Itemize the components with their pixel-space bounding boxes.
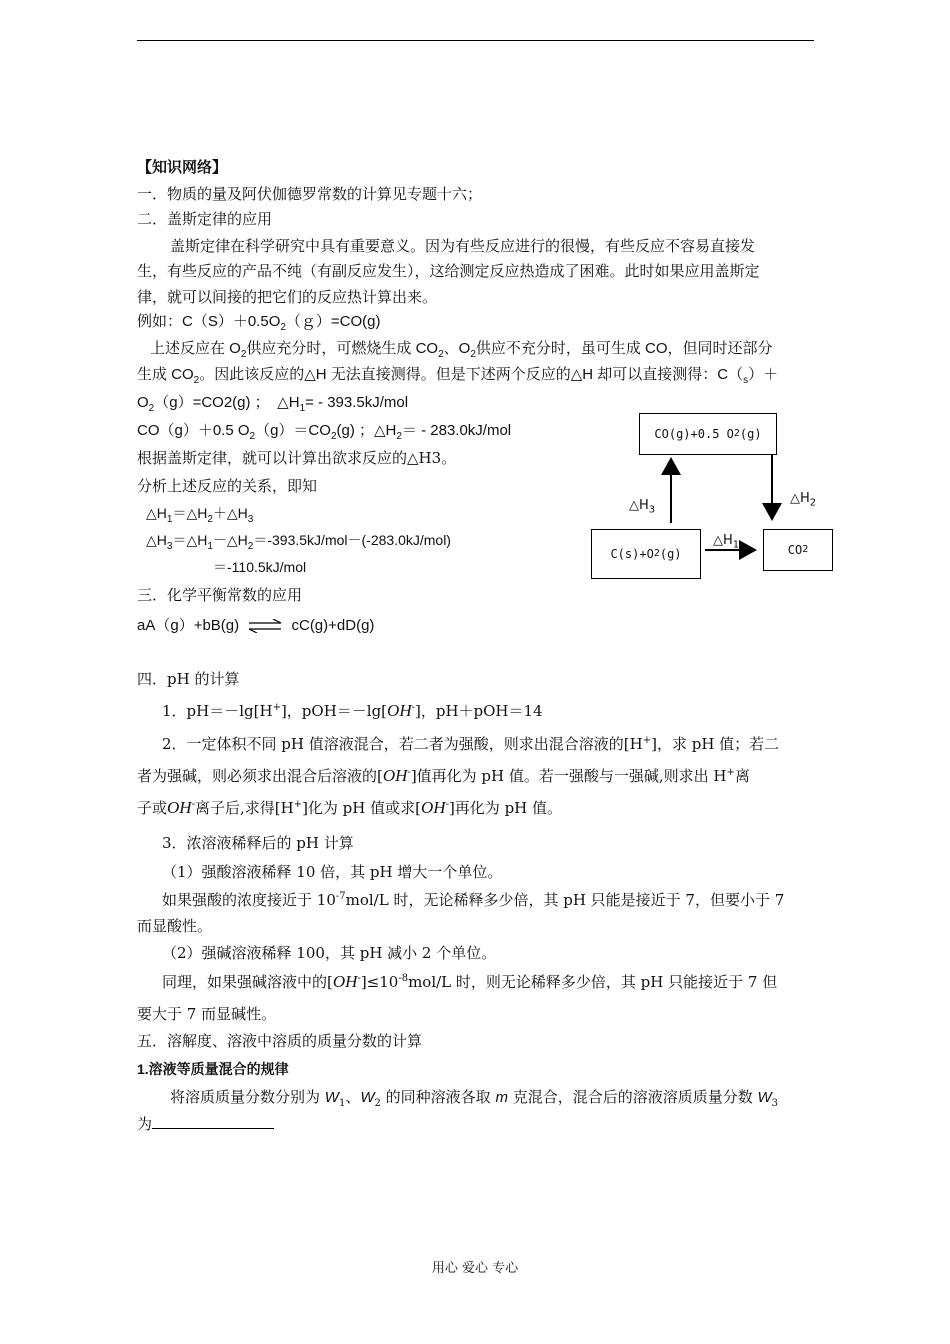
section-3: 三．化学平衡常数的应用 <box>137 586 303 604</box>
label-dh1: $\triangle H_1$ <box>713 533 740 551</box>
section-4: 四．pH 的计算 <box>137 670 240 688</box>
label-dh3: $\triangle H_3$ <box>629 498 656 516</box>
relation-2: $\triangle H_3=\triangle H_1-\triangle H_2=-393.5kJ/mol-(-283.0kJ/mol)$ <box>146 532 451 552</box>
answer-blank[interactable] <box>152 1114 274 1129</box>
mixing-rule-title: 1.溶液等质量混合的规律 <box>137 1061 289 1077</box>
section-2: 二．盖斯定律的应用 <box>137 210 273 228</box>
ph-definition: 1．pH＝－lg[H+]，pOH＝－lg[OH-]，pH＋pOH＝14 <box>162 701 543 720</box>
top-box-co: CO(g)+0.5 O 2 (g) <box>639 413 777 455</box>
reaction-1-equation: $O_2(g)=CO2(g)$ ； $\triangle H_1= - 393.5kJ/mol$ <box>137 394 409 414</box>
relation-1: $\triangle H_1=\triangle H_2+\triangle H_3$ <box>146 505 254 525</box>
page-footer: 用心 爱心 专心 <box>431 1261 519 1276</box>
mixing-rule-line1: 将溶质质量分数分别为 $W_1$、$W_2$ 的同种溶液各取 m 克混合，混合后的溶液溶质质量分数 $W_3$ <box>170 1088 779 1109</box>
left-box-reactants: C(s)+O 2 (g) <box>591 529 701 579</box>
mixing-rule-line2: 为 <box>137 1113 274 1135</box>
ph-dilution-base: （2）强碱溶液稀释 100，其 pH 减小 2 个单位。 <box>162 944 497 962</box>
ph-dilution-acid-note-1: 如果强酸的浓度接近于 $10^{-7}mol/L$ 时，无论稀释多少倍，其 pH 只能是接近于 7，但要小于 7 <box>162 891 785 909</box>
equilibrium-arrow-icon <box>247 619 283 633</box>
relation-3: ＝-110.5kJ/mol <box>213 559 307 575</box>
header-rule <box>137 40 814 41</box>
ph-dilution-title: 3．浓溶液稀释后的 pH 计算 <box>162 834 354 852</box>
ph-mix-line2: 者为强碱，则必须求出混合后溶液的[OH-]值再化为 pH 值。若一强酸与一强碱,则求出 H+离 <box>137 766 750 785</box>
ph-dilution-base-note-1: 同理，如果强碱溶液中的$[OH^-]\le 10^{-8}mol/L$ 时，则无论稀释多少倍，其 pH 只能接近于 7 但 <box>162 972 778 991</box>
section-5: 五．溶解度、溶液中溶质的质量分数的计算 <box>137 1032 423 1050</box>
example-equation: 例如：$C(S)+0.5O_2(g)=CO(g)$ <box>137 313 381 333</box>
hess-calc-line: 根据盖斯定律，就可以计算出欲求反应的△H3。 <box>137 449 457 467</box>
reaction-2-equation: CO（g）＋0.5 $O_2(g)=CO_2(g)$ ；$\triangle H_2= - 283.0kJ/mol$ <box>137 422 512 442</box>
label-dh2: $\triangle H_2$ <box>790 491 817 509</box>
equilibrium-equation: aA（g）+bB(g) cC(g)+dD(g) <box>137 617 375 634</box>
ph-mix-line3: 子或OH-离子后,求得[H+]化为 pH 值或求[OH-]再化为 pH 值。 <box>137 798 563 817</box>
right-box-co2: CO 2 <box>763 529 833 571</box>
hess-para-line1: 盖斯定律在科学研究中具有重要意义。因为有些反应进行的很慢，有些反应不容易直接发 <box>170 237 756 255</box>
ph-dilution-base-note-2: 要大于 7 而显碱性。 <box>137 1005 277 1023</box>
analysis-line: 分析上述反应的关系，即知 <box>137 477 318 495</box>
reaction-para-line1: 上述反应在 $O_2$供应充分时，可燃烧生成 $CO_2$、$O_2$供应不充分时，虽可生成 CO，但同时还部分 <box>150 340 773 360</box>
ph-mix-line1: 2．一定体积不同 pH 值溶液混合，若二者为强酸，则求出混合溶液的[H+]，求 pH 值；若二 <box>162 735 780 753</box>
section-heading: 【知识网络】 <box>137 158 228 176</box>
hess-para-line3: 律，就可以间接的把它们的反应热计算出来。 <box>137 288 438 306</box>
ph-dilution-acid: （1）强酸溶液稀释 10 倍，其 pH 增大一个单位。 <box>162 863 503 881</box>
hess-cycle-diagram <box>585 405 840 585</box>
section-1: 一．物质的量及阿伏伽德罗常数的计算见专题十六； <box>137 185 483 203</box>
ph-dilution-acid-note-2: 而显酸性。 <box>137 917 213 935</box>
reaction-para-line2: 生成 $CO_2$。因此该反应的△H 无法直接测得。但是下述两个反应的△H 却可以直接测得：$C(_s)+$ <box>137 366 779 386</box>
hess-para-line2: 生，有些反应的产品不纯（有副反应发生），这给测定反应热造成了困难。此时如果应用盖斯定 <box>137 262 760 280</box>
